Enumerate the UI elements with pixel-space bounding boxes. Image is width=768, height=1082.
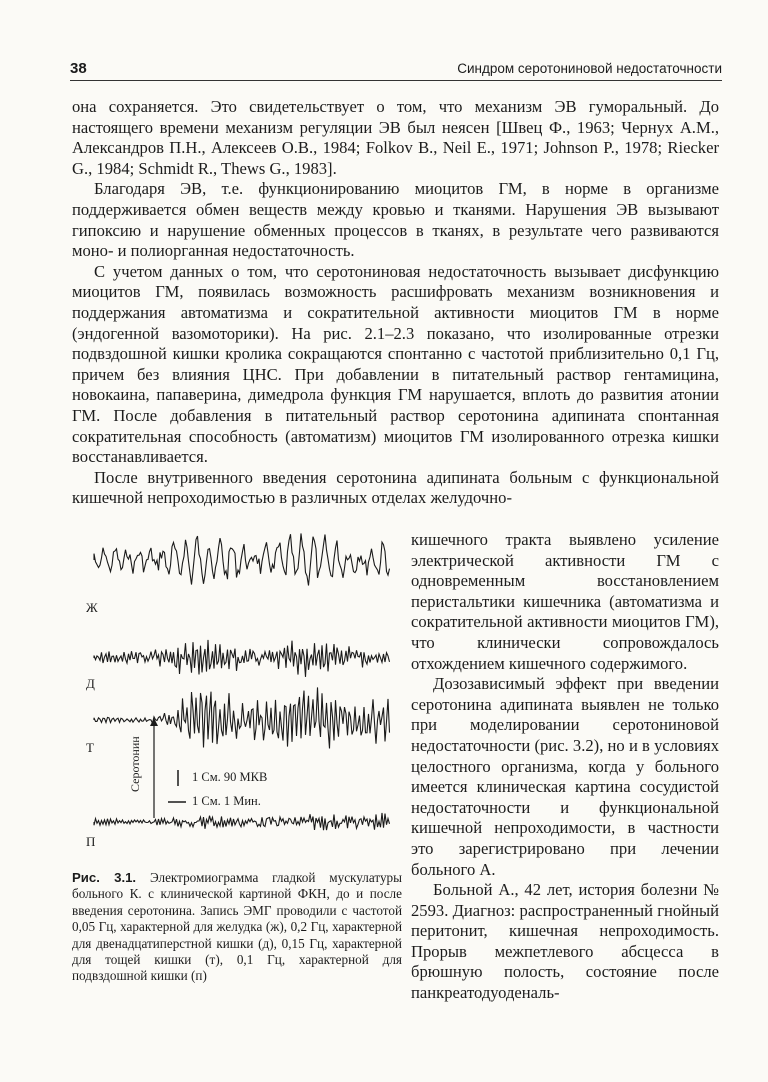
serotonin-label: Серотонин (128, 736, 142, 792)
trace-label-jejunum: Т (86, 740, 94, 755)
caption-label: Рис. 3.1. (72, 870, 137, 885)
paragraph: Благодаря ЭВ, т.е. функционированию миоцитов ГМ, в норме в организме поддерживается обмен веществ между кровью и тканями. Нарушения ЭВ вызывают гипоксию и нарушение обменных процессов в тканях, в результате чего развиваются моно- и полиорганная недостаточность. (72, 179, 719, 261)
side-text (411, 530, 719, 1004)
caption-text: Электромиограмма гладкой мускулатуры больного К. с клинической картиной ФКН, до и после введения серотонина. Запись ЭМГ проводили с частотой 0,05 Гц, характерной для желудка (ж), 0,2 Гц, характерной для двенадцатиперстной кишки (д), 0,15 Гц, характерной для тощей кишки (т), 0,1 Гц, характерной для подвздошной кишки (п) (72, 870, 403, 984)
main-text (72, 97, 719, 509)
page-header (70, 58, 722, 81)
paragraph: Больной А., 42 лет, история болезни № 2593. Диагноз: распространенный гнойный перитонит, кишечная непроходимость. Прорыв межпетлевого абсцесса в брюшную полость, состояние после панкреатодуоденаль- (411, 880, 719, 1003)
page-number: 38 (70, 60, 87, 77)
trace-stomach (94, 533, 390, 585)
scale-time-label: 1 См. 1 Мин. (192, 794, 261, 808)
trace-ileum (94, 813, 390, 830)
running-title: Синдром серотониновой недостаточности (457, 61, 722, 76)
paragraph: кишечного тракта выявлено усиление электрической активности ГМ с одновременным восстановлением перистальтики кишечника (автоматизма и сократительной активности миоцитов ГМ), что клинически сопровождалось отхождением кишечного содержимого. (411, 530, 719, 673)
trace-duodenum (94, 640, 390, 677)
figure-caption (72, 870, 402, 985)
emg-figure (72, 530, 402, 856)
paragraph: После внутривенного введения серотонина адипината больным с функциональной кишечной непроходимостью в различных отделах желудочно- (72, 467, 719, 508)
paragraph: она сохраняется. Это свидетельствует о том, что механизм ЭВ гуморальный. До настоящего времени механизм регуляции ЭВ был неясен [Швец Ф., 1963; Чернух А.М., Александров П.Н., Алексеев О.В., 1984; Folkov B., Neil E., 1971; Johnson P., 1978; Riecker G., 1984; Schmidt R., Thews G., 1983]. (72, 97, 719, 178)
trace-label-ileum: П (86, 834, 96, 849)
trace-label-stomach: Ж (86, 600, 98, 615)
scale-amplitude-label: 1 См. 90 МКВ (192, 770, 268, 784)
paragraph: Дозозависимый эффект при введении серотонина адипината выявлен не только при моделировании серотониновой недостаточности (рис. 3.2), но и в условиях целостного организма, когда у больного имеется клиническая картина сосудистой недостаточности и функциональной кишечной непроходимости, в частности это зарегистрировано при лечении больного А. (411, 674, 719, 879)
paragraph: С учетом данных о том, что серотониновая недостаточность вызывает дисфункцию миоцитов ГМ, появилась возможность расшифровать механизм возникновения и поддержания автоматизма и сократительной активности миоцитов ГМ в норме (эндогенной вазомоторики). На рис. 2.1–2.3 показано, что изолированные отрезки подвздошной кишки кролика сокращаются спонтанно с частотой приблизительно 0,1 Гц, причем без влияния ЦНС. При добавлении в питательный раствор гентамицина, новокаина, папаверина, димедрола функция ГМ нарушается, вплоть до развития атонии ГМ. После добавления в питательный раствор серотонина адипината спонтанная сократительная способность (автоматизм) миоцитов ГМ изолированного отрезка кишки восстанавливается. (72, 261, 719, 467)
trace-label-duodenum: Д (86, 676, 95, 691)
serotonin-arrow-head (150, 718, 158, 726)
